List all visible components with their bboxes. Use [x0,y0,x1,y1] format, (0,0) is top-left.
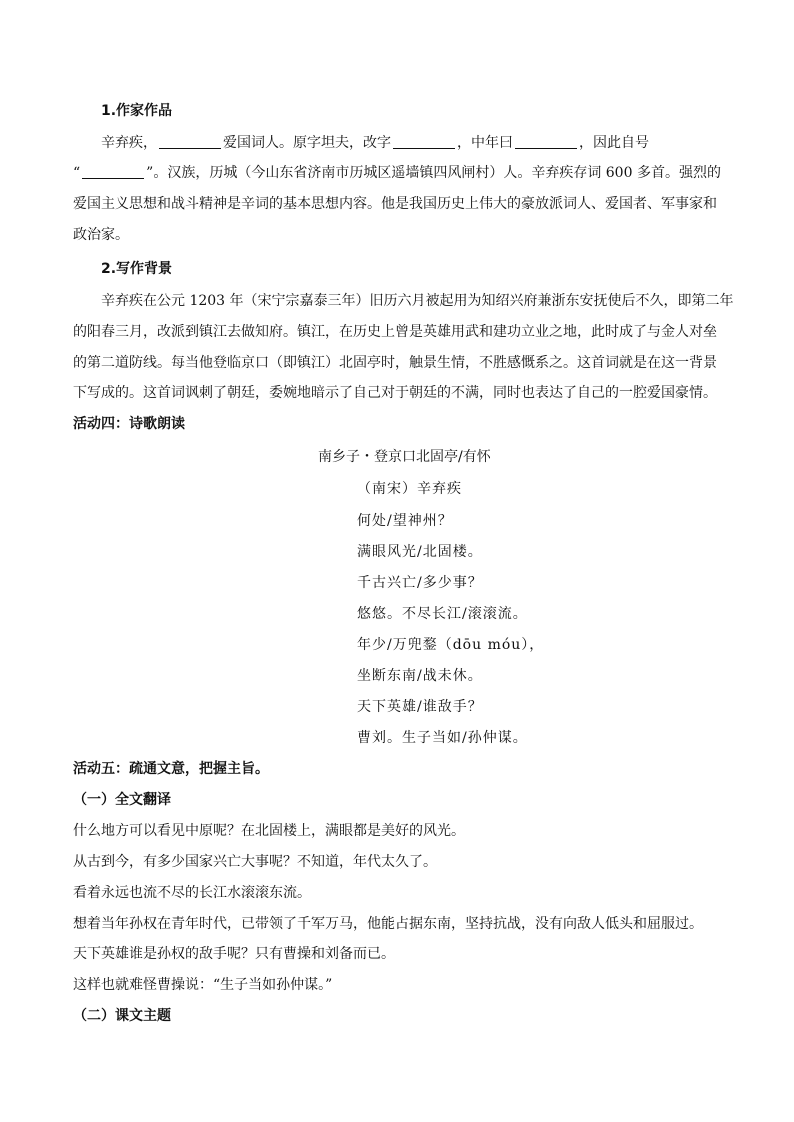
fill-blank-2[interactable] [393,134,455,149]
activity-heading-comprehension: 活动五：疏通文意，把握主旨。 [73,761,269,777]
author-paragraph-line-2 [73,163,721,183]
poem-line: （南宋）辛弃疾 [357,481,462,497]
activity-heading-recitation: 活动四：诗歌朗读 [73,416,185,432]
text-segment: “ [73,165,81,181]
poem-line: 何处/望神州？ [357,513,453,529]
poem-line: 曹刘。生子当如/孙仲谋。 [357,730,528,746]
translation-line: 看着永远也流不尽的长江水滚滚东流。 [73,885,311,901]
text-segment: ，因此自号 [579,135,649,151]
fill-blank-1[interactable] [159,134,221,149]
text-segment: ，中年曰 [457,135,513,151]
poem-line: 天下英雄/谁敌手？ [357,699,483,715]
section-heading-background: 2.写作背景 [101,261,173,277]
translation-line: 什么地方可以看见中原呢？在北固楼上，满眼都是美好的风光。 [73,823,465,839]
author-paragraph-line-1 [101,133,649,153]
background-line: 下写成的。这首词讽刺了朝廷，委婉地暗示了自己对于朝廷的不满，同时也表达了自己的一腔爱国豪情。 [73,385,717,401]
background-line: 辛弃疾在公元 1203 年（宋宁宗嘉泰三年）旧历六月被起用为知绍兴府兼浙东安抚使后不久，即第二年 [101,293,734,309]
section-heading-author: 1.作家作品 [101,103,173,119]
poem-title: 南乡子・登京口北固亭/有怀 [318,449,491,465]
text-segment: 爱国词人。原字坦夫，改字 [223,135,391,151]
subheading-translation: （一）全文翻译 [73,792,171,808]
translation-line: 这样也就难怪曹操说：“生子当如孙仲谋。” [73,977,333,993]
poem-line: 千古兴亡/多少事？ [357,575,483,591]
background-line: 的第二道防线。每当他登临京口（即镇江）北固亭时，触景生情，不胜感慨系之。这首词就是在这一背景 [73,355,717,371]
translation-line: 想着当年孙权在青年时代，已带领了千军万马，他能占据东南，坚持抗战，没有向敌人低头和屈服过。 [73,916,703,932]
poem-line: 年少/万兜鍪（dōu móu）， [357,637,545,653]
fill-blank-4[interactable] [82,164,144,179]
author-paragraph-line-4: 政治家。 [73,227,129,243]
fill-blank-3[interactable] [515,134,577,149]
subheading-theme: （二）课文主题 [73,1008,171,1024]
translation-line: 天下英雄谁是孙权的敌手呢？只有曹操和刘备而已。 [73,946,395,962]
author-paragraph-line-3: 爱国主义思想和战斗精神是辛词的基本思想内容。他是我国历史上伟大的豪放派词人、爱国者、军事家和 [73,196,717,212]
poem-line: 坐断东南/战未休。 [357,668,483,684]
poem-line: 满眼风光/北固楼。 [357,544,483,560]
text-segment: 辛弃疾， [101,135,157,151]
text-segment: ”。汉族，历城（今山东省济南市历城区遥墙镇四风闸村）人。辛弃疾存词 600 多首。强烈的 [146,165,721,181]
background-line: 的阳春三月，改派到镇江去做知府。镇江，在历史上曾是英雄用武和建功立业之地，此时成了与金人对垒 [73,324,717,340]
translation-line: 从古到今，有多少国家兴亡大事呢？不知道，年代太久了。 [73,854,437,870]
poem-line: 悠悠。不尽长江/滚滚流。 [357,606,528,622]
